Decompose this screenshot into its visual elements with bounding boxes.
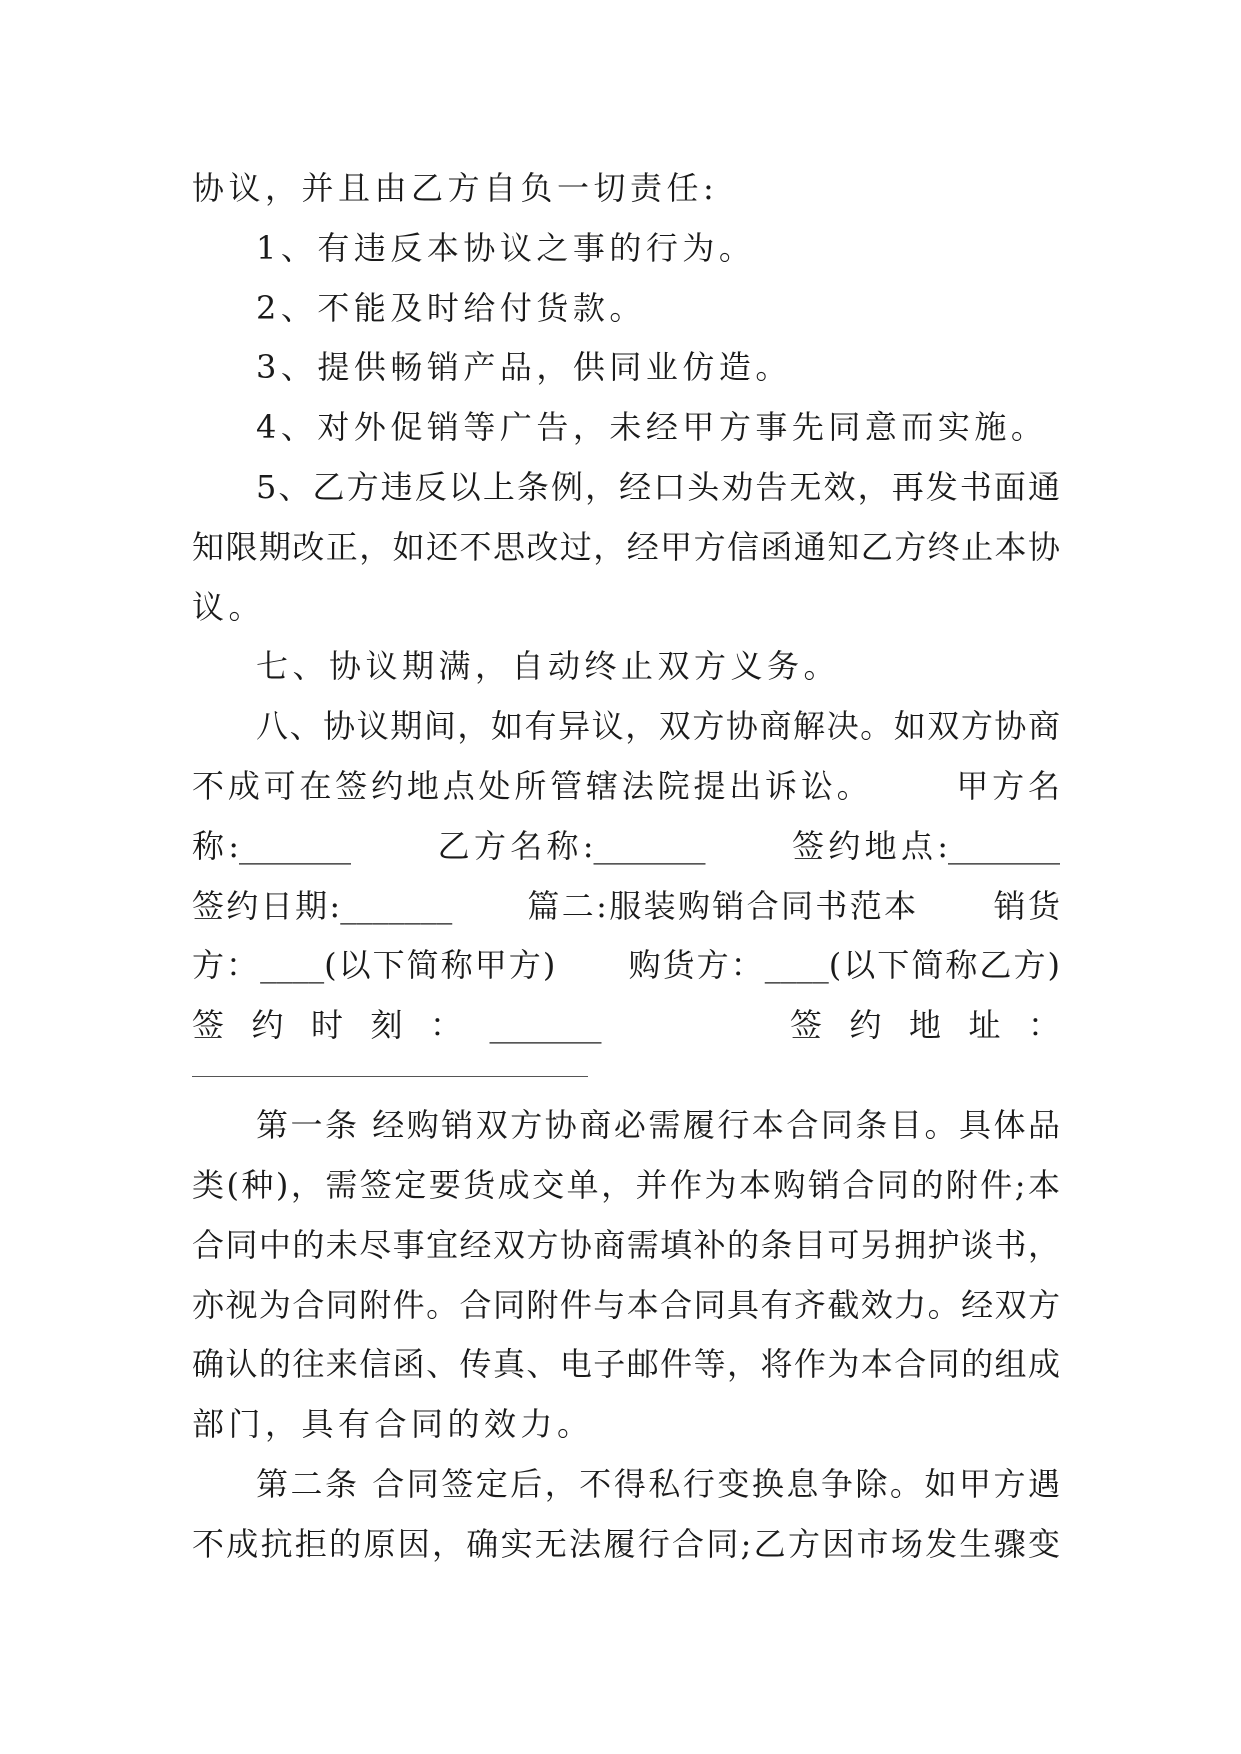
- text-line: 七、协议期满，自动终止双方义务。: [256, 647, 841, 685]
- text-line: 类(种)，需签定要货成交单，并作为本购销合同的附件;本: [192, 1166, 1060, 1204]
- text-line: 不成抗拒的原因，确实无法履行合同;乙方因市场发生骤变: [192, 1525, 1060, 1563]
- text-line: 3、提供畅销产品，供同业仿造。: [256, 348, 792, 386]
- text-line: 第一条 经购销双方协商必需履行本合同条目。具体品: [256, 1106, 1060, 1144]
- text-line: 确认的往来信函、传真、电子邮件等，将作为本合同的组成: [192, 1345, 1060, 1383]
- text-line: 亦视为合同附件。合同附件与本合同具有齐截效力。经双方: [192, 1286, 1060, 1324]
- text-line: 不成可在签约地点处所管辖法院提出诉讼。 甲方名: [192, 767, 1060, 805]
- text-line: 议。: [192, 588, 266, 626]
- text-line: 4、对外促销等广告，未经甲方事先同意而实施。: [256, 408, 1048, 446]
- text-line: 2、不能及时给付货款。: [256, 289, 646, 327]
- text-line: 签 约 时 刻 ： _______ 签 约 地 址 ：: [192, 1006, 1060, 1044]
- text-line: 1、有违反本协议之事的行为。: [256, 229, 756, 267]
- text-line: 八、协议期间，如有异议，双方协商解决。如双方协商: [256, 707, 1060, 745]
- text-line: 合同中的未尽事宜经双方协商需填补的条目可另拥护谈书，: [192, 1226, 1060, 1264]
- signature-underline: [192, 1076, 588, 1077]
- text-line: 第二条 合同签定后，不得私行变换息争除。如甲方遇: [256, 1465, 1060, 1503]
- text-line: 签约日期:_______ 篇二:服装购销合同书范本 销货: [192, 887, 1060, 925]
- text-line: 知限期改正，如还不思改过，经甲方信函通知乙方终止本协: [192, 528, 1060, 566]
- text-line: 称:_______ 乙方名称:_______ 签约地点:_______: [192, 827, 1060, 865]
- text-line: 协议，并且由乙方自负一切责任:: [192, 169, 719, 207]
- text-line: 部门，具有合同的效力。: [192, 1405, 594, 1443]
- text-line: 方：____(以下简称甲方) 购货方：____(以下简称乙方): [192, 946, 1060, 984]
- text-line: 5、乙方违反以上条例，经口头劝告无效，再发书面通: [256, 468, 1060, 506]
